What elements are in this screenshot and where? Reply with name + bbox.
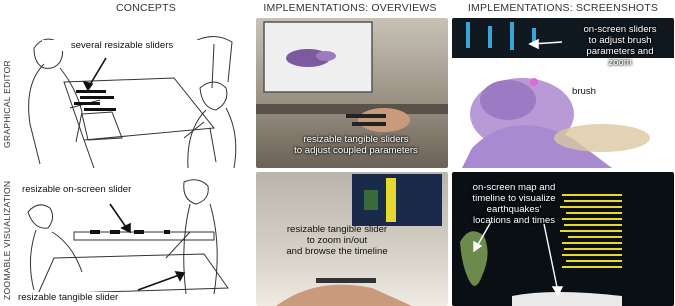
overview-photo-graphical-editor (256, 18, 448, 168)
annotation-map-timeline (454, 182, 574, 226)
annotation-tangible-zoom (262, 224, 412, 257)
annotation-line: and browse the timeline (286, 246, 388, 257)
annotation-line: earthquakes' (486, 204, 542, 215)
screenshot-zoomable-visualization (452, 172, 674, 306)
column-header-concepts: CONCEPTS (116, 2, 176, 14)
annotation-brush: brush (572, 86, 596, 97)
annotation-line: to adjust coupled parameters (294, 145, 418, 156)
annotation-line: to zoom in/out (306, 235, 368, 246)
annotation-line: on-screen map and (472, 182, 556, 193)
concept-sketch-zoomable-visualization (14, 172, 248, 306)
annotation-line: resizable tangible slider (286, 224, 388, 235)
annotation-line: zoom (608, 57, 632, 68)
annotation-line: locations and times (472, 215, 556, 226)
annotation-tangible-sliders-coupled (286, 134, 426, 156)
overview-photo-zoomable-visualization (256, 172, 448, 306)
annotation-line: timeline to visualize (472, 193, 556, 204)
concept-sketch-graphical-editor (14, 18, 248, 168)
column-header-overviews: IMPLEMENTATIONS: OVERVIEWS (263, 2, 437, 14)
annotation-several-sliders: several resizable sliders (42, 40, 202, 51)
column-header-screenshots: IMPLEMENTATIONS: SCREENSHOTS (467, 2, 659, 14)
annotation-line: on-screen sliders (583, 24, 657, 35)
annotation-tangible-slider: resizable tangible slider (18, 292, 158, 303)
annotation-line: to adjust brush (588, 35, 652, 46)
annotation-onscreen-sliders (570, 24, 670, 68)
annotation-line: parameters and (586, 46, 654, 57)
annotation-line: resizable tangible sliders (303, 134, 409, 145)
row-label-graphical-editor: GRAPHICAL EDITOR (2, 60, 12, 148)
row-label-zoomable-visualization: ZOOMABLE VISUALIZATION (2, 180, 12, 300)
screenshot-graphical-editor (452, 18, 674, 168)
annotation-onscreen-slider: resizable on-screen slider (22, 184, 152, 195)
